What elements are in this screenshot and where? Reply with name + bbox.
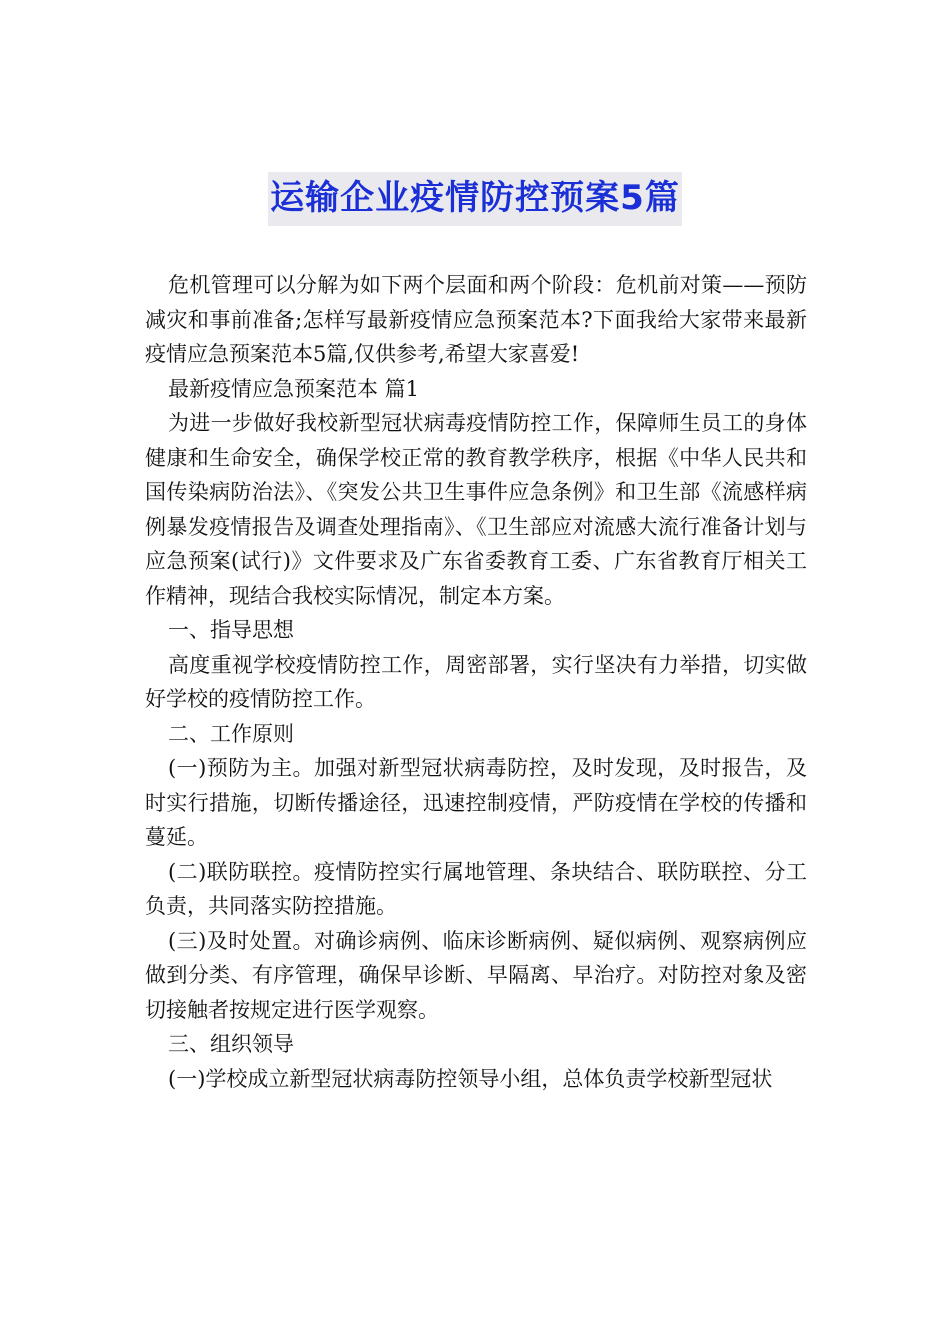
paragraph-intro: 危机管理可以分解为如下两个层面和两个阶段：危机前对策——预防减灾和事前准备;怎样写最新疫情应急预案范本?下面我给大家带来最新疫情应急预案范本5篇,仅供参考,希望大家喜爱! [145,273,807,366]
heading-guiding-ideology: 一、指导思想 [168,618,294,642]
paragraph-principle-joint-control: (二)联防联控。疫情防控实行属地管理、条块结合、联防联控、分工负责，共同落实防控措施。 [145,859,807,918]
section-heading-template-1: 最新疫情应急预案范本 篇1 [168,376,420,401]
document-body [145,268,807,1096]
paragraph-principle-timely-handling: (三)及时处置。对确诊病例、临床诊断病例、疑似病例、观察病例应做到分类、有序管理，确保早诊断、早隔离、早治疗。对防控对象及密切接触者按规定进行医学观察。 [145,928,807,1022]
paragraph-principle-prevention: (一)预防为主。加强对新型冠状病毒防控，及时发现，及时报告，及时实行措施，切断传播途径，迅速控制疫情，严防疫情在学校的传播和蔓延。 [145,756,807,849]
document-title: 运输企业疫情防控预案5篇 [268,172,682,226]
paragraph-leadership-group: (一)学校成立新型冠状病毒防控领导小组，总体负责学校新型冠状 [168,1066,773,1091]
paragraph-background: 为进一步做好我校新型冠状病毒疫情防控工作，保障师生员工的身体健康和生命安全，确保学校正常的教育教学秩序，根据《中华人民共和国传染病防治法》、《突发公共卫生事件应急条例》和卫生部《流感样病例暴发疫情报告及调查处理指南》、《卫生部应对流感大流行准备计划与应急预案(试行)》文件要求及广东省委教育工委、广东省教育厅相关工作精神，现结合我校实际情况，制定本方案。 [145,411,807,608]
heading-organization-leadership: 三、组织领导 [168,1032,294,1056]
heading-work-principles: 二、工作原则 [168,721,294,746]
title-wrapper [0,172,950,226]
paragraph-guiding-ideology: 高度重视学校疫情防控工作，周密部署，实行坚决有力举措，切实做好学校的疫情防控工作。 [145,652,807,711]
